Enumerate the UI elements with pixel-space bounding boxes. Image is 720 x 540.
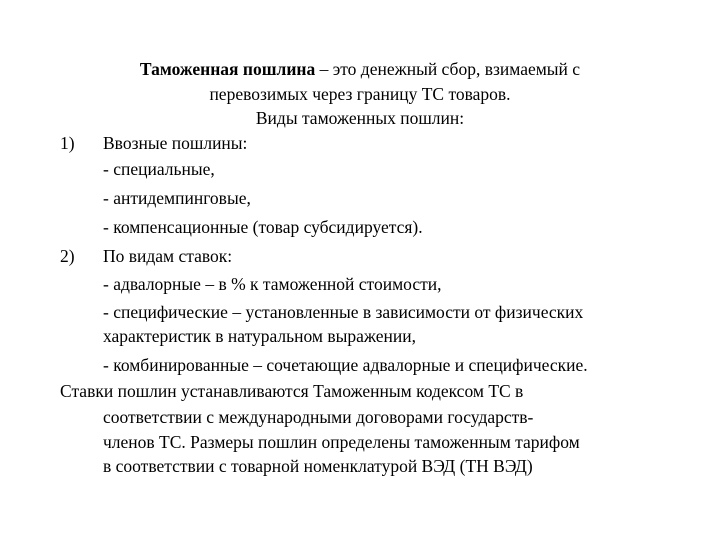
definition-line-1 (0, 58, 720, 80)
list-number-1: 1) (60, 133, 75, 153)
closing-line-3: членов ТС. Размеры пошлин определены таможенным тарифом (103, 432, 580, 452)
list-subitem: - компенсационные (товар субсидируется). (103, 217, 423, 237)
list-subitem: - комбинированные – сочетающие адвалорные и специфические. (103, 355, 588, 375)
types-subtitle: Виды таможенных пошлин: (255, 108, 465, 128)
list-number-2: 2) (60, 246, 75, 266)
closing-line-4: в соответствии с товарной номенклатурой ВЭД (ТН ВЭД) (103, 456, 533, 476)
list-item-1-title: Ввозные пошлины: (103, 133, 248, 153)
definition-line-2: перевозимых через границу ТС товаров. (209, 84, 511, 104)
closing-line-2: соответствии с международными договорами государств- (103, 407, 534, 427)
list-subitem: - специфические – установленные в зависимости от физических (103, 302, 584, 322)
list-subitem-continuation: характеристик в натуральном выражении, (103, 326, 417, 346)
closing-line-1: Ставки пошлин устанавливаются Таможенным кодексом ТС в (60, 381, 524, 401)
list-subitem: - антидемпинговые, (103, 188, 251, 208)
list-subitem: - адвалорные – в % к таможенной стоимости, (103, 274, 442, 294)
list-item-2-title: По видам ставок: (103, 246, 233, 266)
term-bold: Таможенная пошлина (139, 59, 316, 79)
list-subitem: - специальные, (103, 159, 215, 179)
definition-text-1: – это денежный сбор, взимаемый с (315, 59, 581, 79)
